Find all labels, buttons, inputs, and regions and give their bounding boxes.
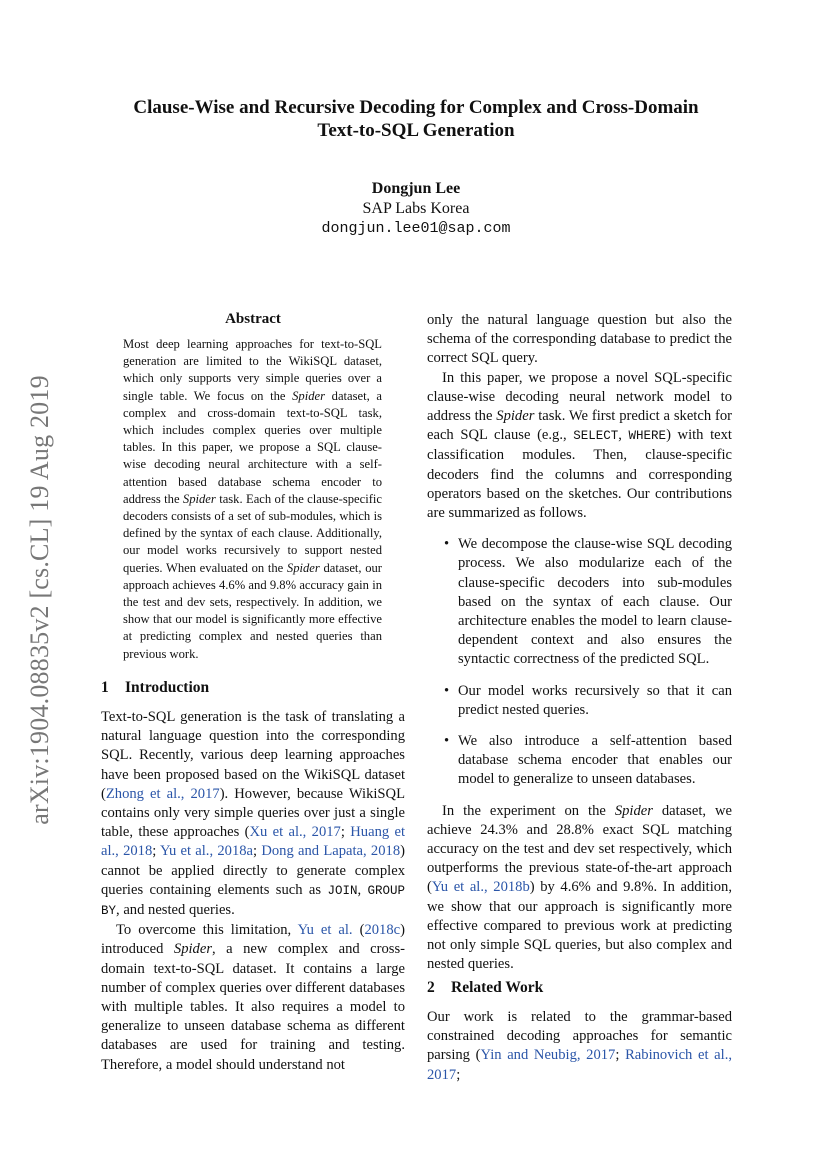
text: ;: [340, 824, 351, 841]
text: ,: [618, 427, 629, 444]
text: ) introduced: [101, 922, 405, 958]
text: dataset, we achieve 24.3% and 28.8% exact SQL matching accuracy on the test and dev set respectively, which outperforms the previous state-of-the-art approach (: [427, 802, 733, 896]
author-block: [95, 179, 737, 239]
text: ). However, because WikiSQL contains only very simple queries over just a single table, these approaches (: [101, 785, 405, 841]
citation-link[interactable]: Yu et al.: [297, 922, 353, 939]
contribution-bullet: [427, 535, 732, 669]
section-heading-related-work: [427, 979, 543, 997]
intro-left-column: [101, 708, 405, 1075]
code-keyword: JOIN: [327, 883, 358, 898]
intro-paragraph-4: [427, 802, 732, 975]
author-name: Dongjun Lee: [371, 180, 461, 197]
abstract-text-2: dataset, a complex and cross-domain text-to-SQL task, which includes complex queries over multiple tables. In this paper, we propose a SQL clause-wise decoding neural architecture with a self-attention based database schema encoder to address the: [123, 388, 383, 506]
section-heading-introduction: [101, 679, 209, 697]
abstract-text-4: dataset, our approach achieves 4.6% and 9.8% accuracy gain in the test and dev sets, respectively. In addition, we show that our model is significantly more effective at predicting complex and nested queries than previous work.: [123, 560, 383, 661]
author-email: dongjun.lee01@sap.com: [321, 220, 511, 237]
abstract-body: [123, 336, 382, 663]
related-paragraph-1: [427, 1008, 732, 1085]
code-keyword: GROUP BY: [101, 883, 405, 919]
author-affiliation: SAP Labs Korea: [362, 200, 470, 217]
section-number: 1: [101, 679, 109, 696]
abstract-text-1: Most deep learning approaches for text-to-SQL generation are limited to the WikiSQL dataset, which only supports very simple queries over a single table. We focus on the: [123, 337, 382, 403]
contribution-bullet: [427, 732, 732, 790]
code-keyword: SELECT: [573, 429, 619, 444]
citation-link[interactable]: Huang et al., 2018: [101, 824, 406, 860]
section-number: 2: [427, 979, 435, 996]
bullet-icon: •: [444, 733, 450, 750]
text: In this paper, we propose a novel SQL-specific clause-wise decoding neural network model to address the: [427, 369, 732, 425]
intro-paragraph-2: [101, 921, 405, 1075]
text: ,: [357, 881, 368, 898]
text: To overcome this limitation,: [116, 922, 298, 939]
intro-paragraph-2-continued: only the natural language question but also the schema of the corresponding database to predict the correct SQL query.: [427, 312, 732, 367]
text: In the experiment on the: [442, 802, 615, 819]
abstract-text-3: task. Each of the clause-specific decoders consists of a set of sub-modules, which is defined by the syntax of each clause. Additionally, our model works recursively to support nested queries. When evaluated on the: [123, 491, 383, 575]
citation-link[interactable]: 2018c: [364, 922, 401, 939]
citation-link[interactable]: Dong and Lapata, 2018: [261, 843, 401, 860]
text: ) cannot be applied directly to generate complex queries containing elements such as: [101, 843, 405, 898]
section-title: Introduction: [125, 679, 210, 696]
bullet-text: We also introduce a self-attention based database schema encoder that enables our model to generalize to unseen databases.: [458, 733, 732, 788]
title-line-2: Text-to-SQL Generation: [317, 120, 515, 141]
citation-link[interactable]: Rabinovich et al., 2017: [427, 1047, 732, 1083]
bullet-text: Our model works recursively so that it can predict nested queries.: [458, 682, 732, 718]
text: ;: [253, 843, 262, 860]
text: , and nested queries.: [116, 902, 235, 919]
section-title: Related Work: [451, 979, 544, 996]
citation-link[interactable]: Yu et al., 2018a: [160, 843, 254, 860]
dataset-name: Spider: [496, 408, 535, 425]
dataset-name: Spider: [614, 802, 653, 819]
text: ;: [615, 1047, 626, 1064]
bullet-icon: •: [444, 536, 450, 553]
dataset-name: Spider: [173, 941, 212, 958]
abstract-heading: Abstract: [225, 311, 281, 327]
citation-link[interactable]: Yin and Neubig, 2017: [480, 1047, 616, 1064]
citation-link[interactable]: Yu et al., 2018b: [431, 879, 530, 896]
text: ) with text classification modules. Then, clause-specific decoders find the columns and corresponding operators based on the sketches. Our contributions are summarized as follows.: [427, 427, 732, 522]
bullet-text: We decompose the clause-wise SQL decoding process. We also modularize each of the clause-specific decoders into sub-modules based on the syntax of each clause. Our architecture enables the model to learn clause-dependent context and also ensures the syntactic correctness of the predicted SQL.: [458, 536, 732, 668]
related-work-column: [427, 1008, 732, 1085]
bullet-icon: •: [444, 682, 450, 699]
text: Text-to-SQL generation is the task of translating a natural language question into the corresponding SQL. Recently, various deep learning approaches have been proposed based on the WikiSQL dataset (: [101, 709, 405, 802]
intro-paragraph-3: [427, 369, 732, 524]
intro-right-column: [427, 311, 732, 975]
citation-link[interactable]: Zhong et al., 2017: [105, 785, 220, 802]
contribution-bullet: [427, 682, 732, 720]
intro-paragraph-1: [101, 708, 405, 921]
paper-title: [95, 96, 737, 142]
text: (: [352, 922, 365, 939]
text: ;: [152, 843, 161, 860]
code-keyword: WHERE: [628, 429, 667, 444]
abstract-spider-2: Spider: [182, 491, 216, 506]
text: Our work is related to the grammar-based constrained decoding approaches for semantic parsing (: [427, 1009, 732, 1064]
text: ) by 4.6% and 9.8%. In addition, we show that our approach is significantly more effective compared to previous work at predicting not only simple SQL queries, but also complex and nested queries.: [427, 879, 733, 973]
title-line-1: Clause-Wise and Recursive Decoding for Complex and Cross-Domain: [133, 97, 699, 118]
text: task. We first predict a sketch for each SQL clause (e.g.,: [427, 408, 732, 444]
abstract-spider-3: Spider: [286, 560, 320, 575]
abstract-spider-1: Spider: [292, 388, 325, 403]
arxiv-identifier-stamp: arXiv:1904.08835v2 [cs.CL] 19 Aug 2019: [25, 375, 54, 825]
text: ;: [456, 1066, 461, 1083]
citation-link[interactable]: Xu et al., 2017: [249, 824, 341, 841]
text: , a new complex and cross-domain text-to-SQL dataset. It contains a large number of complex queries over different databases with multiple tables. It also requires a model to generalize to unseen database schema as different databases are used for training and testing. Therefore, a model should understand not: [101, 941, 405, 1073]
